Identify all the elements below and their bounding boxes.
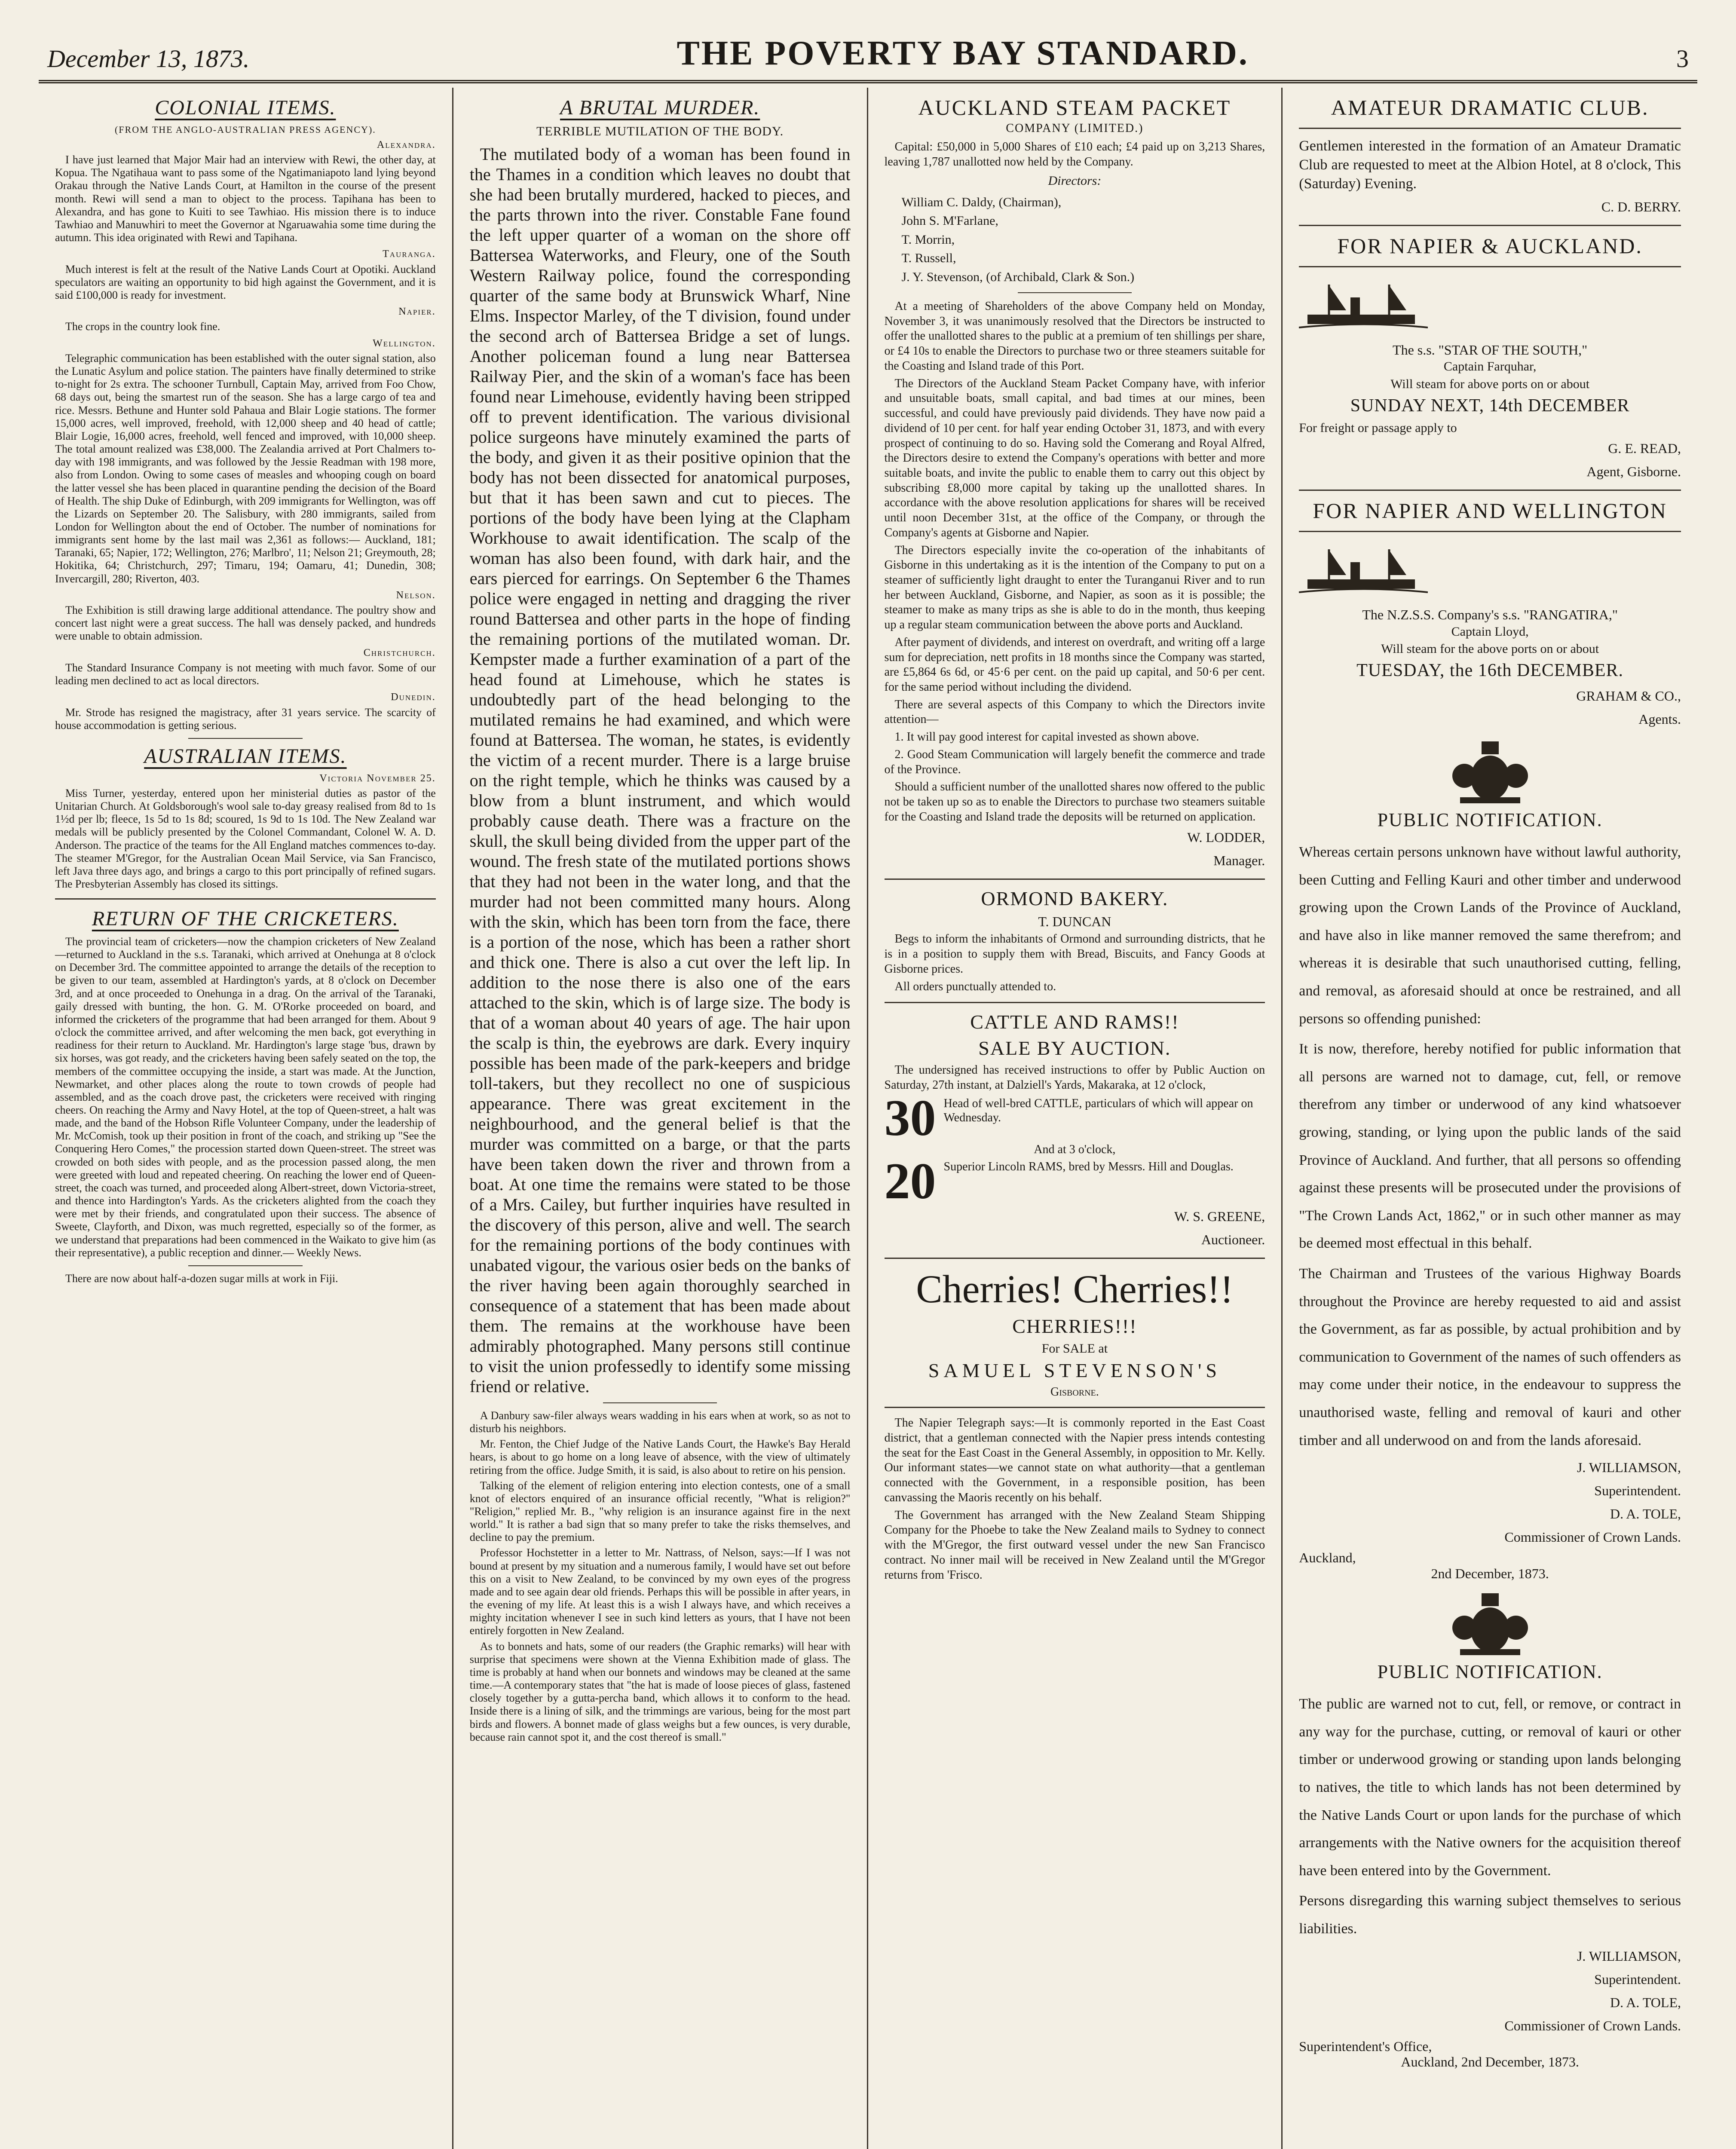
religion-text: Talking of the element of religion entering into election contests, one of a small knot of electors enquired of an insurance official recently, "What is religion?" "Religion," replied Mr. B., "why religion is an insurance against fire in the next world." It is rather a bad sign that so many prefer to take the risks themselves, and decline to pay the premium.: [469, 1479, 851, 1544]
cherries-heading: Cherries! Cherries!!: [916, 1267, 1234, 1311]
lot-rams: [885, 1160, 1265, 1203]
directors-label: Directors:: [1048, 174, 1102, 188]
napier-auckland-ship: The s.s. "STAR OF THE SOUTH,": [1393, 342, 1588, 358]
colonial-heading: COLONIAL ITEMS.: [155, 96, 336, 119]
column-1: [39, 88, 453, 2149]
dramatic-signer: C. D. BERRY.: [1601, 199, 1681, 214]
notification-1-sig2: D. A. TOLE,: [1610, 1506, 1681, 1522]
bakery-note: All orders punctually attended to.: [894, 980, 1056, 993]
steam-p3: The Directors especially invite the co-operation of the inhabitants of Gisborne in this undertaking as it is the intention of the Company to put on a steamer of sufficiently light draught to enter the Turanganui River and to run her between Auckland, Gisborne, and Napier, as soon as it is possible; the steamer to make as many trips as she is able to do in the month, thus keeping up a regular steam communication between the above ports and Auckland.: [884, 543, 1265, 632]
royal-crest-icon: [1447, 737, 1533, 806]
cherries-subheading: CHERRIES!!!: [1012, 1315, 1137, 1338]
column-4: [1283, 88, 1697, 2149]
notification-2-heading: PUBLIC NOTIFICATION.: [1377, 1661, 1603, 1683]
napier-text: The crops in the country look fine.: [65, 320, 220, 333]
napier-auckland-note: Will steam for above ports on or about: [1390, 377, 1590, 391]
notification-1-date: 2nd December, 1873.: [1431, 1565, 1549, 1581]
divider: [1018, 292, 1132, 293]
masthead: [39, 26, 1697, 83]
directors-list: [885, 193, 1265, 287]
hochstetter-text: Professor Hochstetter in a letter to Mr. Nattrass, of Nelson, says:—If I was not bound at present by my situation and a numerous family, I would have set out before this on a visit to New Zealand, to be convinced by my own eyes of the progress made and to see again dear old friends. Perhaps this will be possible in after years, in the evening of my life. At least this is a wish I always have, and which receives a mighty incitation whenever I see in such kind letters as yours, that I have not been entirely forgotten in New Zealand.: [469, 1546, 851, 1637]
auction-signer: W. S. GREENE,: [1174, 1209, 1265, 1225]
newspaper-title: THE POVERTY BAY STANDARD.: [677, 34, 1249, 72]
napier-auckland-heading: FOR NAPIER & AUCKLAND.: [1337, 233, 1643, 258]
notification-1-sig1: J. WILLIAMSON,: [1577, 1460, 1681, 1476]
murder-subheading: TERRIBLE MUTILATION OF THE BODY.: [536, 124, 784, 138]
cricketers-text: The provincial team of cricketers—now the champion cricketers of New Zealand—returned to Auckland in the s.s. Taranaki, which arrived at Onehunga at 8 o'clock on December 3rd. The committee appointed to arrange the details of the reception to be given to our team, assembled at Hardington's yards, at 8 o'clock on December 3rd, and at once proceeded to Onehunga in a drag. On the arrival of the Taranaki, gaily dressed with bunting, the hon. G. M. O'Rorke proceeded on board, and informed the cricketers of the programme that had been arranged for them. About 9 o'clock the committee arrived, and after welcoming the men back, got everything in readiness for their return to Auckland. Mr. Hardington's large stage 'bus, drawn by six horses, was got ready, and the cricketers having been safely seated on the top, the members of the committee occupying the inside, a start was made. At the Junction, Newmarket, and other places along the route to town crowds of people had assembled, and as the coach drove past, the cricketers were received with ringing cheers. On reaching the Army and Navy Hotel, at the top of Queen-street, a halt was made, and the band of the Hobson Rifle Volunteer Company, under the leadership of Mr. McComish, took up their position in front of the coach, and striking up "See the Conquering Hero Comes," the procession started down Queen-street. The street was crowded on both sides with people, and as the procession passed along, the men were greeted with loud and repeated cheering. On reaching the lower end of Queen-street, the coach was turned, and proceeded along Albert-street, down Victoria-street, and thence into Hardington's Yards. As the cricketers alighted from the coach they were met by their friends, and congratulated upon their success. The absence of Sweete, Clayforth, and Dixon, was much regretted, especially so of the former, as we understand that preparations had been commenced in the Waikato to give him (as their representative), a public reception and dinner.— Weekly News.: [55, 935, 436, 1259]
divider: [1299, 490, 1681, 491]
bakery-text: Begs to inform the inhabitants of Ormond and surrounding districts, that he is in a position to supply them with Bread, Biscuits, and Fancy Goods at Gisborne prices.: [884, 932, 1265, 976]
divider: [188, 738, 303, 739]
divider: [188, 1265, 303, 1266]
issue-date: December 13, 1873.: [47, 45, 250, 73]
cherries-seller: SAMUEL STEVENSON'S: [928, 1359, 1221, 1381]
place-alexandra: Alexandra.: [377, 139, 436, 150]
lot-cattle-text: Head of well-bred CATTLE, particulars of which will appear on Wednesday.: [943, 1096, 1253, 1124]
auction-signer-title: Auctioneer.: [1201, 1232, 1265, 1248]
notification-1-sig2-title: Commissioner of Crown Lands.: [1504, 1529, 1681, 1545]
divider: [1299, 128, 1681, 129]
cherries-place: Gisborne.: [1050, 1385, 1099, 1399]
sugar-mills-text: There are now about half-a-dozen sugar mills at work in Fiji.: [65, 1272, 338, 1285]
auction-text: The undersigned has received instructions to offer by Public Auction on Saturday, 27th instant, at Dalziell's Yards, Makaraka, at 12 o'clock,: [884, 1063, 1265, 1092]
columns: [39, 88, 1697, 2149]
dramatic-heading: AMATEUR DRAMATIC CLUB.: [1331, 95, 1649, 119]
steam-p1: At a meeting of Shareholders of the above Company held on Monday, November 3, it was unanimously resolved that the Directors be instructed to offer the unallotted shares to the public at a premium of ten shillings per share, or £4 10s to enable the Directors to purchase two or three steamers suitable for the Coasting and Island trade of this Port.: [884, 300, 1265, 373]
column-2: [453, 88, 868, 2149]
alexandra-text: I have just learned that Major Mair had an interview with Rewi, the other day, at Kopua. The Ngatihaua want to pass some of the Ngatimaniapoto land lying beyond Orakau through the Native Lands Court, at Hamilton in the course of the present month. Rewi will send a man to object to the process. Tapihana has been to Alexandra, and has gone to Kuiti to see Tawhiao. His mission there is to induce Tawhiao and Manuwhiri to meet the Governor at Ngaruawahia some time during the autumn. This idea originated with Rewi and Tapihana.: [55, 153, 436, 244]
steam-point: 1. It will pay good interest for capital invested as shown above.: [894, 730, 1199, 744]
notification-2-p1: The public are warned not to cut, fell, or remove, or contract in any way for the purchase, cutting, or removal of kauri or other timber or underwood growing or standing upon lands belonging to natives, the title to which lands has not been determined by the Native Lands Court or upon lands for the purchase of which arrangements with the Native owners for the acquisition thereof have been entered into by the Government.: [1299, 1696, 1681, 1879]
notification-1-p2: It is now, therefore, hereby notified for public information that all persons are warned not to damage, cut, fell, or remove therefrom any timber or underwood of any kind whatsoever growing, standing, or lying upon the public lands of the said Province of Auckland. And further, that all persons so offending against these presents will be prosecuted under the provisions of "The Crown Lands Act, 1862," or in such other manner as may be deemed most effectual in this behalf.: [1299, 1041, 1681, 1252]
nelson-text: The Exhibition is still drawing large additional attendance. The poultry show and concert last night were a great success. The hall was densely packed, and hundreds were unable to obtain admission.: [55, 604, 436, 643]
divider: [885, 1407, 1265, 1408]
mail-text: The Government has arranged with the New Zealand Steam Shipping Company for the Phoebe to take the New Zealand mails to Sydney to connect with the M'Gregor, the first outward vessel under the new San Francisco contract. No inner mail will be received in New Zealand until the M'Gregor returns from 'Frisco.: [884, 1508, 1265, 1582]
napier-wellington-agent-title: Agents.: [1638, 711, 1681, 727]
auction-heading: SALE BY AUCTION.: [978, 1037, 1171, 1059]
column-3: [868, 88, 1283, 2149]
dunedin-text: Mr. Strode has resigned the magistracy, after 31 years service. The scarcity of house accommodation is getting serious.: [55, 706, 436, 732]
notification-2-office: Superintendent's Office,: [1299, 2038, 1432, 2054]
page-number: 3: [1676, 45, 1689, 73]
lot-rams-number: 20: [884, 1160, 936, 1203]
place-nelson: Nelson.: [396, 589, 436, 601]
notification-1-place: Auckland,: [1299, 1550, 1356, 1566]
notification-1-heading: PUBLIC NOTIFICATION.: [1377, 809, 1603, 830]
director: William C. Daldy, (Chairman),: [901, 195, 1062, 209]
colonial-source: (FROM THE ANGLO-AUSTRALIAN PRESS AGENCY).: [114, 124, 376, 135]
wellington-text: Telegraphic communication has been established with the outer signal station, also the Lunatic Asylum and police station. The painters have finally determined to strike to-night for 2s extra. The schooner Turnbull, Captain May, arrived from Foo Chow, 68 days out, being the smartest run of the season. She has a large cargo of tea and rice. Messrs. Bethune and Hunter sold Pahaua and Blair Logie stations. The former 15,000 acres, well improved, freehold, with 12,000 sheep and 40 head of cattle; Blair Logie, 16,000 acres, freehold, well fenced and improved, with 10,000 sheep. The total amount realized was £38,000. The Zealandia arrived at Port Chalmers to-day with 198 immigrants, and was followed by the Jessie Readman with 198 more, also from London. Owing to some cases of measles and whooping cough on board the latter vessel she has been placed in quarantine pending the decision of the Board of Health. The ship Duke of Edinburgh, with 209 immigrants for Wellington, was off the Lizards on September 20. The Salisbury, with 280 immigrants, sailed from London for Wellington about the end of October. The number of nominations for immigrants sent home by the last mail was 2,361 as follows:— Auckland, 181; Taranaki, 65; Napier, 172; Wellington, 276; Marlbro', 11; Nelson 21; Greymouth, 28; Hokitika, 64; Christchurch, 297; Timaru, 194; Oamaru, 41; Dunedin, 308; Invercargill, 280; Riverton, 403.: [55, 352, 436, 585]
bakery-name: T. DUNCAN: [1038, 913, 1111, 929]
cattle-heading: CATTLE AND RAMS!!: [970, 1011, 1179, 1033]
steam-packet-subheading: COMPANY (LIMITED.): [1006, 122, 1144, 135]
dramatic-text: Gentlemen interested in the formation of an Amateur Dramatic Club are requested to meet at the Albion Hotel, at 8 o'clock, This (Saturday) Evening.: [1299, 138, 1681, 192]
australian-heading: AUSTRALIAN ITEMS.: [144, 744, 347, 768]
steam-p6: Should a sufficient number of the unallotted shares now offered to the public not be taken up so as to enable the Directors to purchase two steamers suitable for the Coasting and Island trade the deposits will be returned on application.: [884, 780, 1265, 823]
napier-auckland-freight: For freight or passage apply to: [1299, 420, 1457, 435]
auction-time: And at 3 o'clock,: [1034, 1142, 1116, 1156]
murder-text: The mutilated body of a woman has been found in the Thames in a condition which leaves no doubt that she had been brutally murdered, hacked to pieces, and the parts thrown into the river. Constable Fane found the left upper quarter of a woman on the shore off Battersea Waterworks, and Fleury, one of the South Western Railway police, found the corresponding quarter of the same body at Brunswick Wharf, Nine Elms. Inspector Marley, of the T division, found under the second arch of Battersea Bridge a set of lungs. Another policeman found a lung near Battersea Railway Pier, and the skin of a woman's face has been found near Limehouse, evidently having been stripped off to prevent identification. The various divisional police surgeons have minutely examined the parts of the body, and given it as their positive opinion that the body has not been dissected for anatomical purposes, but that it has been sawn and cut to pieces. The portions of the body have been lying at the Clapham Workhouse to await identification. The scalp of the woman has also been found, with dark hair, and the ears pierced for earrings. On September 6 the Thames police were engaged in netting and dragging the river round Battersea and other parts in the hope of finding the remaining portions of the mutilated woman. Dr. Kempster made a further examination of a part of the head found at Limehouse, which he states is undoubtedly part of the head belonging to the mutilated remains he had examined, and which were found at Battersea. The woman, he states, is evidently the victim of a recent murder. There is a large bruise on the right temple, which he thinks was caused by a blow from a blunt instrument, and which would probably cause death. There was a fracture on the skull, the skull being divided from the upper part of the wound. The fresh state of the mutilated portions shows that they had not been in the water long, and that the murder had not been committed many hours. Along with the skin, which has been torn from the face, there is a portion of the nose, which has been a rather short and thick one. There is also a cut over the left lip. In addition to the nose there is also one of the ears attached to the skin, which is of large size. The body is that of a woman about 40 years of age. The hair upon the scalp is thin, the eyebrows are dark. Every inquiry possible has been made of the park-keepers and bridge toll-takers, but they recollect no one of suspicious appearance. There was great excitement in the neighbourhood, and the general belief is that the murder was committed on a barge, or that the parts have been taken down the river and thrown from a boat. At one time the remains were stated to be those of a Mrs. Cailey, but further inquiries have resulted in the discovery of this person, alive and well. The search for the remaining portions of the body continues with unabated vigour, the various osier beds on the banks of the river having been again thoroughly searched in consequence of a statement that has been made about them. The remains at the workhouse have been admirably photographed. Many persons still continue to visit the union professedly to identify some missing friend or relative.: [469, 144, 851, 1396]
christchurch-text: The Standard Insurance Company is not meeting with much favor. Some of our leading men declined to act as local directors.: [55, 661, 436, 687]
place-wellington: Wellington.: [373, 337, 436, 349]
murder-heading: A BRUTAL MURDER.: [560, 96, 760, 119]
notification-2-sig2: D. A. TOLE,: [1610, 1994, 1681, 2010]
bakery-heading: ORMOND BAKERY.: [981, 888, 1169, 910]
place-napier: Napier.: [398, 306, 436, 318]
place-victoria: Victoria November 25.: [319, 772, 436, 784]
napier-wellington-date: TUESDAY, the 16th DECEMBER.: [1356, 661, 1624, 681]
cricketers-heading: RETURN OF THE CRICKETERS.: [92, 907, 399, 931]
napier-wellington-note: Will steam for the above ports on or about: [1381, 641, 1599, 656]
notification-1-p1: Whereas certain persons unknown have without lawful authority, been Cutting and Felling Kauri and other timber and underwood growing upon the Crown Lands of the Province of Auckland, and have also in like manner removed the same therefrom; and whereas it is desirable that such unauthorised cutting, felling, and removal, as aforesaid should at once be restrained, and all persons so offending punished:: [1299, 844, 1681, 1027]
director: J. Y. Stevenson, (of Archibald, Clark & Son.): [901, 269, 1135, 284]
notification-1-p3: The Chairman and Trustees of the various Highway Boards throughout the Province are hereby requested to aid and assist the Government, as far as possible, by actual prohibition and by communication to Government of the names of such offenders as may come under their notice, in the endeavour to suppress the unauthorised waste, felling and removal of kauri and other timber and all underwood on and from the lands aforesaid.: [1299, 1266, 1681, 1448]
steam-p2: The Directors of the Auckland Steam Packet Company have, with inferior and unsuitable boats, small capital, and bad times at our mines, been successful, and could have previously paid dividends. They have now paid a dividend of 10 per cent. for half year ending October 31, 1873, and with every prospect of continuing to do so. Having sold the Comerang and Royal Alfred, the Directors desire to extend the Company's operations with better and more suitable boats, and invite the public to enable them to carry out this object by subscribing £8,000 more capital by taking up the unallotted shares. In accordance with the above resolution applications for shares will be received until noon December 31st, at the office of the Company, or through the Company's agents at Gisborne and Napier.: [884, 377, 1265, 539]
danbury-text: A Danbury saw-filer always wears wadding in his ears when at work, so as not to disturb his neighbors.: [469, 1409, 851, 1435]
divider: [1299, 531, 1681, 532]
place-tauranga: Tauranga.: [383, 248, 436, 260]
place-christchurch: Christchurch.: [363, 647, 436, 658]
napier-auckland-captain: Captain Farquhar,: [1443, 359, 1537, 374]
divider: [55, 898, 436, 900]
divider: [603, 1402, 717, 1403]
steam-packet-heading: AUCKLAND STEAM PACKET: [918, 95, 1231, 119]
royal-crest-icon: [1447, 1589, 1533, 1658]
cherries-forsale: For SALE at: [1041, 1341, 1108, 1356]
steam-p5: There are several aspects of this Company to which the Directors invite attention—: [884, 698, 1265, 726]
napier-wellington-ship: The N.Z.S.S. Company's s.s. "RANGATIRA,": [1362, 606, 1618, 622]
napier-auckland-date: SUNDAY NEXT, 14th DECEMBER: [1350, 395, 1630, 416]
divider: [885, 1258, 1265, 1259]
telegraph-text: The Napier Telegraph says:—It is commonly reported in the East Coast district, that a gentleman connected with the Napier press intends contesting the seat for the East Coast in the General Assembly, in opposition to Mr. Kelly. Our informant states—we cannot state on what authority—that a gentleman connected with the Government, in a responsible position, has been canvassing the Maoris recently on his behalf.: [884, 1416, 1265, 1504]
napier-wellington-agent: GRAHAM & CO.,: [1576, 688, 1681, 704]
steam-signer: W. LODDER,: [1187, 830, 1265, 845]
steamship-icon: [1299, 545, 1428, 597]
lot-rams-text: Superior Lincoln RAMS, bred by Messrs. Hill and Douglas.: [943, 1160, 1234, 1174]
divider: [885, 879, 1265, 880]
lot-cattle: [885, 1096, 1265, 1139]
director: T. Morrin,: [901, 232, 955, 247]
steam-point: 2. Good Steam Communication will largely benefit the commerce and trade of the Province.: [884, 747, 1265, 776]
fenton-text: Mr. Fenton, the Chief Judge of the Native Lands Court, the Hawke's Bay Herald hears, is about to go home on a long leave of absence, with the view of ultimately retiring from the office. Judge Smith, it is said, is also about to retire on his pension.: [469, 1438, 851, 1476]
divider: [1299, 225, 1681, 226]
napier-wellington-captain: Captain Lloyd,: [1451, 624, 1529, 639]
steam-signer-title: Manager.: [1213, 853, 1265, 869]
notification-2-date: Auckland, 2nd December, 1873.: [1401, 2054, 1579, 2070]
australian-text: Miss Turner, yesterday, entered upon her ministerial duties as pastor of the Unitarian Church. At Goldsborough's wool sale to-day greasy realised from 8d to 1s 1½d per lb; fleece, 1s 5d to 1s 8d; scoured, 1s 9d to 1s 10d. The New Zealand war medals will be publicly presented by the Colonel Commandant, Colonel W. A. D. Anderson. The practice of the teams for the All England matches commences to-day. The steamer M'Gregor, for the Australian Ocean Mail Service, via San Francisco, left Java three days ago, and brings a cargo to this port principally of refined sugars. The Presbyterian Assembly has closed its sittings.: [55, 787, 436, 891]
bonnets-text: As to bonnets and hats, some of our readers (the Graphic remarks) will hear with surprise that specimens were shown at the Vienna Exhibition made of glass. The time is probably at hand when our bonnets and windows may be cleaned at the same time.—A contemporary states that "the hat is made of loose pieces of glass, fastened closely together by a gutta-percha band, which allows it to conform to the head. Inside there is a lining of silk, and the trimmings are various, being for the most part birds and flowers. A bonnet made of glass weighs but a few ounces, is very durable, because rain cannot spot it, and the cost thereof is small.": [469, 1640, 851, 1743]
notification-2-sig1: J. WILLIAMSON,: [1577, 1948, 1681, 1964]
notification-1-sig1-title: Superintendent.: [1594, 1483, 1681, 1499]
notification-2-p2: Persons disregarding this warning subject themselves to serious liabilities.: [1299, 1893, 1681, 1937]
director: John S. M'Farlane,: [901, 214, 998, 228]
notification-2-sig1-title: Superintendent.: [1594, 1971, 1681, 1987]
steam-p4: After payment of dividends, and interest on overdraft, and writing off a large sum for depreciation, nett profits in 18 months since the Company was started, are £5,864 6s 6d, or 45·6 per cent. on the paid up capital, and 50·6 per cent. for the same period without including the dividend.: [884, 635, 1265, 694]
tauranga-text: Much interest is felt at the result of the Native Lands Court at Opotiki. Auckland speculators are waiting an opportunity to bid high against the Government, and it is said £100,000 is ready for investment.: [55, 263, 436, 301]
lot-cattle-number: 30: [884, 1096, 936, 1139]
steam-capital: Capital: £50,000 in 5,000 Shares of £10 each; £4 paid up on 3,213 Shares, leaving 1,787 unallotted now held by the Company.: [884, 140, 1265, 168]
director: T. Russell,: [901, 251, 956, 266]
place-dunedin: Dunedin.: [391, 692, 436, 703]
steamship-icon: [1299, 280, 1428, 332]
napier-wellington-heading: FOR NAPIER AND WELLINGTON: [1313, 498, 1667, 523]
napier-auckland-agent: G. E. READ,: [1608, 440, 1681, 456]
divider: [885, 1002, 1265, 1003]
napier-auckland-agent-title: Agent, Gisborne.: [1586, 463, 1681, 479]
divider: [1299, 266, 1681, 267]
notification-2-sig2-title: Commissioner of Crown Lands.: [1504, 2017, 1681, 2033]
